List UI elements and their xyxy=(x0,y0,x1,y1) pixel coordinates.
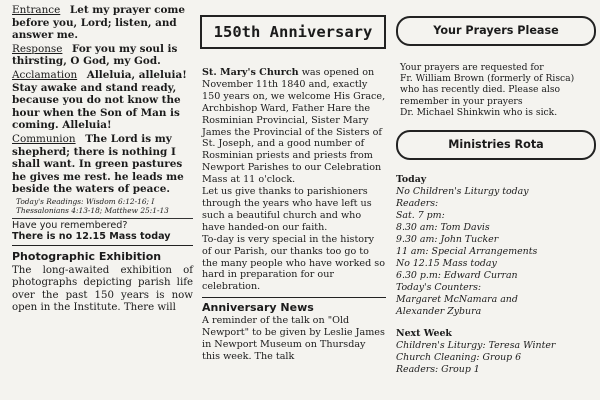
divider xyxy=(202,297,386,298)
chant-lead: Alleluia, xyxy=(86,68,136,81)
chant-response xyxy=(12,43,193,68)
rota-line: Today's Counters: xyxy=(396,282,482,294)
chant-communion xyxy=(12,133,193,196)
chant-text: soul is thirsting, O God, my God. xyxy=(12,42,178,68)
chant-lead: For you my xyxy=(72,42,137,55)
rota-line: 8.30 am: Tom Davis xyxy=(396,222,490,234)
anniversary-article xyxy=(202,67,386,293)
ministries-rota xyxy=(396,174,596,376)
rota-heading: Ministries Rota xyxy=(396,130,596,160)
todays-readings xyxy=(16,197,193,215)
chant-label: Entrance xyxy=(12,4,61,16)
anniversary-paragraph: Let us give thanks to parishioners through the years who have left us such a beautiful church and who have handed-on our faith. xyxy=(202,186,372,233)
prayers-text xyxy=(400,62,596,118)
chant-text: come before you, Lord; listen, and answer me. xyxy=(12,4,185,42)
readings-label: Today's Readings: xyxy=(16,196,84,206)
prayers-line: who has recently died. Please also xyxy=(400,84,561,96)
prayers-line: Your prayers are requested for xyxy=(400,62,544,73)
remember-notice xyxy=(12,218,193,243)
rota-line: Readers: xyxy=(396,198,439,210)
left-column xyxy=(6,0,193,314)
mass-chants xyxy=(12,4,193,196)
chant-label: Communion xyxy=(12,132,76,145)
anniversary-news-text: A reminder of the talk on "Old Newport" to be given by Leslie James in Newport Museum on Thursday this week. The talk xyxy=(202,315,385,362)
rota-line: 11 am: Special Arrangements xyxy=(396,246,538,258)
chant-lead: Let my prayer xyxy=(69,4,151,16)
photo-exhibition-title: Photographic Exhibition xyxy=(12,249,162,263)
anniversary-text: was opened on November 11th 1840 and, exactly 150 years on, we welcome His Grace, Archbishop Ward, Father Hare the Rosminian Provincial, Sister Mary James the Provincial of the Sisters of St. Joseph, and a good number of Rosminian priests and priests from Newport Parishes to our Celebration Mass at 11 o'clock. xyxy=(202,67,386,186)
middle-column xyxy=(198,0,386,363)
prayers-line: Dr. Michael Shinkwin who is sick. xyxy=(400,106,558,118)
chant-text: shepherd; there is nothing I shall want. In green pastures he gives me rest. he leads me beside the waters of peace. xyxy=(12,145,184,196)
chant-acclamation xyxy=(12,69,193,132)
chant-text: alleluia! Stay awake and stand ready, because you do not know the hour when the Son of Man is coming. Alleluia! xyxy=(12,68,187,132)
rota-line: No 12.15 Mass today xyxy=(396,258,497,270)
anniversary-title: 150th Anniversary xyxy=(200,15,386,49)
divider xyxy=(12,245,193,246)
chant-label: Acclamation xyxy=(12,68,78,81)
anniversary-paragraph xyxy=(202,67,386,186)
readings-text: Wisdom 6:12-16; I Thessalonians 4:13-18; Matthew 25:1-13 xyxy=(16,196,169,215)
anniversary-lead: St. Mary's Church xyxy=(202,67,299,78)
rota-next-label: Next Week xyxy=(396,328,452,340)
rota-line: Margaret McNamara and xyxy=(396,294,518,306)
chant-lead: The Lord is my xyxy=(85,132,172,145)
anniversary-paragraph: To-day is very special in the history of our Parish, our thanks too go to the many people who have worked so hard in preparation for our celebration. xyxy=(202,233,385,293)
chant-entrance xyxy=(12,4,193,42)
rota-line: Readers: Group 1 xyxy=(396,364,480,376)
rota-line: 9.30 am: John Tucker xyxy=(396,234,499,246)
rota-line: Children's Liturgy: Teresa Winter xyxy=(396,340,556,352)
rota-line: 6.30 p.m: Edward Curran xyxy=(396,270,518,282)
prayers-heading: Your Prayers Please xyxy=(396,16,596,46)
rota-today-label: Today xyxy=(396,174,427,186)
rota-line: Sat. 7 pm: xyxy=(396,210,445,222)
remember-answer: There is no 12.15 Mass today xyxy=(12,231,171,243)
rota-line: No Children's Liturgy today xyxy=(396,186,529,198)
prayers-line: remember in your prayers xyxy=(400,95,523,107)
chant-label: Response xyxy=(12,42,63,55)
photo-exhibition-text: The long-awaited exhibition of photographs depicting parish life over the past 150 years is now open in the Institute. There will xyxy=(12,264,193,313)
remember-question: Have you remembered? xyxy=(12,219,128,231)
rota-line: Church Cleaning: Group 6 xyxy=(396,352,522,364)
rota-line: Alexander Zybura xyxy=(396,306,482,318)
prayers-line: Fr. William Brown (formerly of Risca) xyxy=(400,73,575,85)
anniversary-news-title: Anniversary News xyxy=(202,301,314,315)
right-column xyxy=(392,0,596,376)
